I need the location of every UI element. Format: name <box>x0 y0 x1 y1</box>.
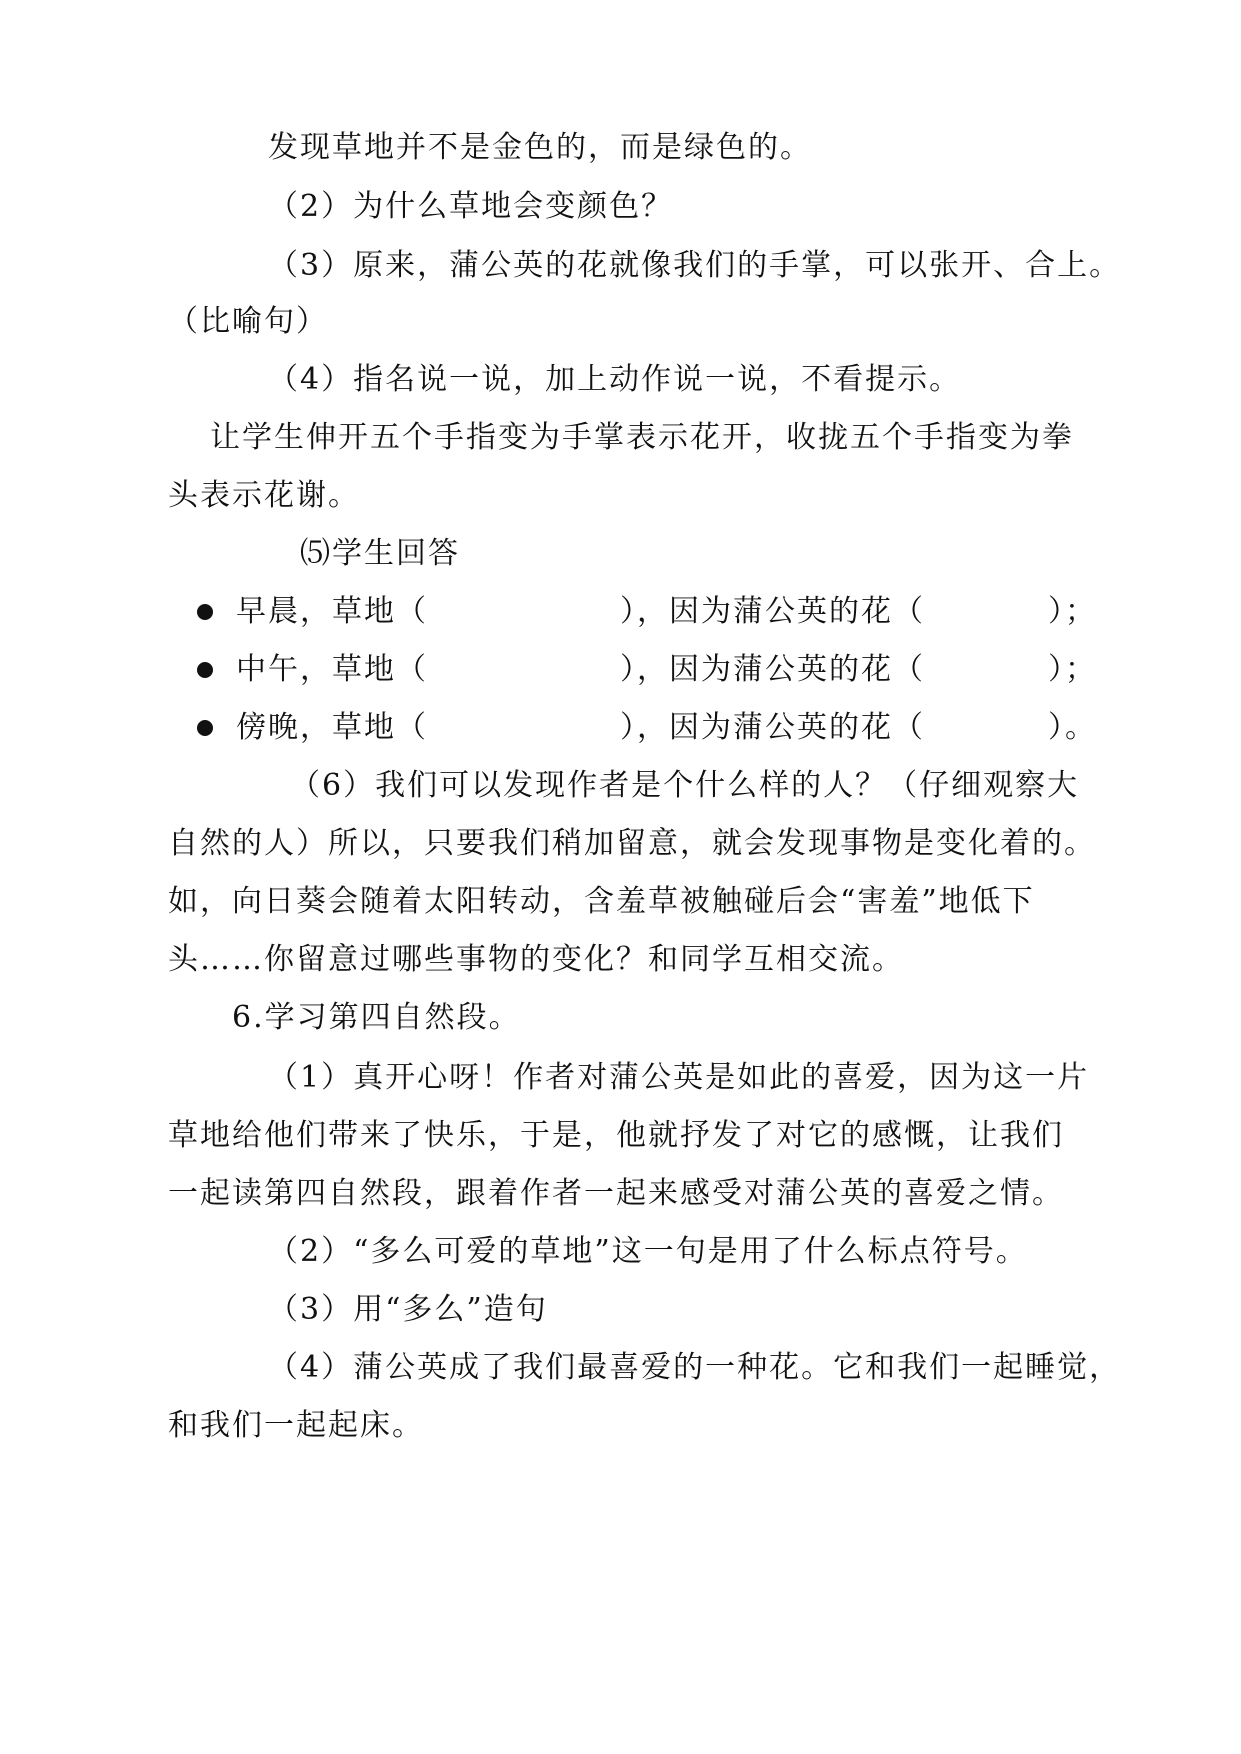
section-6-q1-line-3: 一起读第四自然段，跟着作者一起来感受对蒲公英的喜爱之情。 <box>168 1176 1064 1211</box>
bullet-dot-icon <box>197 720 213 736</box>
question-6-line-1: （6）我们可以发现作者是个什么样的人？（仔细观察大 <box>290 768 1080 803</box>
question-6-line-4: 头……你留意过哪些事物的变化？和同学互相交流。 <box>168 942 904 977</box>
section-6-q4-line-1: （4）蒲公英成了我们最喜爱的一种花。它和我们一起睡觉， <box>268 1350 1122 1385</box>
question-2: （2）为什么草地会变颜色？ <box>268 189 674 224</box>
question-5: ⑸学生回答 <box>300 536 460 571</box>
section-6-q4-line-2: 和我们一起起床。 <box>168 1408 424 1443</box>
bullet-end: ）； <box>1048 594 1097 629</box>
bullet-mid: ），因为蒲公英的花（ <box>620 652 925 687</box>
question-4: （4）指名说一说，加上动作说一说，不看提示。 <box>268 362 962 397</box>
bullet-mid: ），因为蒲公英的花（ <box>620 710 925 745</box>
section-6-q1-line-2: 草地给他们带来了快乐，于是，他就抒发了对它的感慨，让我们 <box>168 1118 1064 1153</box>
bullet-lead: 早晨，草地（ <box>236 594 428 629</box>
section-heading: 6.学习第四自然段。 <box>232 1000 521 1035</box>
bullet-mid: ），因为蒲公英的花（ <box>620 594 925 629</box>
bullet-end: ）。 <box>1048 710 1097 745</box>
section-6-q1-line-1: （1）真开心呀！作者对蒲公英是如此的喜爱，因为这一片 <box>268 1060 1090 1095</box>
section-6-q2: （2）“多么可爱的草地”这一句是用了什么标点符号。 <box>268 1234 1028 1269</box>
section-6-q3: （3）用“多么”造句 <box>268 1292 548 1327</box>
instruction-line-2: 头表示花谢。 <box>168 478 360 513</box>
bullet-dot-icon <box>197 604 213 620</box>
instruction-line-1: 让学生伸开五个手指变为手掌表示花开，收拢五个手指变为拳 <box>210 420 1074 455</box>
bullet-end: ）； <box>1048 652 1097 687</box>
bullet-lead: 中午，草地（ <box>236 652 428 687</box>
bullet-lead: 傍晚，草地（ <box>236 710 428 745</box>
question-6-line-2: 自然的人）所以，只要我们稍加留意，就会发现事物是变化着的。 <box>168 826 1096 861</box>
question-3-line-1: （3）原来，蒲公英的花就像我们的手掌，可以张开、合上。 <box>268 248 1122 283</box>
paragraph-line: 发现草地并不是金色的，而是绿色的。 <box>268 130 812 165</box>
question-6-line-3: 如，向日葵会随着太阳转动，含羞草被触碰后会“害羞”地低下 <box>168 884 1035 919</box>
bullet-dot-icon <box>197 662 213 678</box>
question-3-line-2: （比喻句） <box>168 304 328 339</box>
